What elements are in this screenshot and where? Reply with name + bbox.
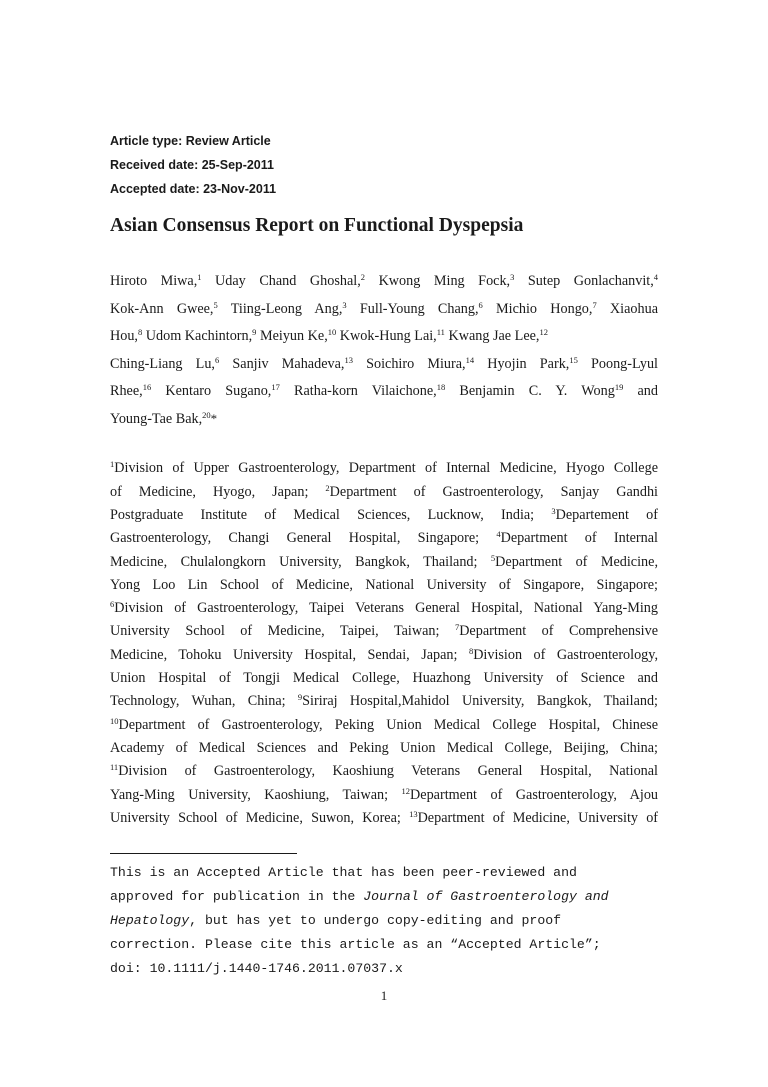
affiliation-line: Technology, Wuhan, China; $^9$Siriraj Hospital,Mahidol University, Bangkok, Thailand;: [110, 692, 658, 709]
received-date: Received date: 25-Sep-2011: [110, 158, 274, 172]
journal-name: Hepatology: [110, 913, 190, 928]
affiliation-line: Yang-Ming University, Kaoshiung, Taiwan; $^{12}$Department of Gastroenterology, Ajou: [110, 786, 659, 803]
affiliation-line: of Medicine, Hyogo, Japan; $^2$Department of Gastroenterology, Sanjay Gandhi: [110, 483, 658, 500]
affiliation-line: Union Hospital of Tongji Medical College, Huazhong University of Science and: [110, 670, 658, 686]
author-line-2: Kok-Ann Gwee,$^5$ Tiing-Leong Ang,$^3$ Full-Young Chang,$^6$ Michio Hongo,$^7$ Xiaohua: [110, 300, 658, 317]
accepted-date: Accepted date: 23-Nov-2011: [110, 182, 277, 196]
page-number: 1: [380, 988, 388, 1003]
article-title: Asian Consensus Report on Functional Dyspepsia: [110, 215, 524, 236]
journal-name: Journal of Gastroenterology and: [363, 889, 609, 904]
affiliation-line: Medicine, Tohoku University Hospital, Sendai, Japan; $^8$Division of Gastroenterology,: [110, 646, 658, 663]
footnote-line: correction. Please cite this article as an “Accepted Article”;: [110, 937, 601, 952]
article-type: Article type: Review Article: [110, 134, 271, 148]
corresponding-author-mark: *: [210, 411, 218, 426]
author-line-6: Young-Tae Bak,$^{20}$*: [110, 410, 218, 427]
affiliation-line: University School of Medicine, Taipei, Taiwan; $^7$Department of Comprehensive: [110, 622, 658, 639]
footnote-line: approved for publication in the Journal of Gastroenterology and: [110, 889, 609, 904]
author-line-5: Rhee,$^{16}$ Kentaro Sugano,$^{17}$ Ratha-korn Vilaichone,$^{18}$ Benjamin C. Y. Wong$^{19}$ and: [110, 382, 658, 399]
affiliation-line: University School of Medicine, Suwon, Korea; $^{13}$Department of Medicine, University of: [110, 809, 659, 826]
affiliation-line: Postgraduate Institute of Medical Sciences, Lucknow, India; $^3$Departement of: [110, 506, 658, 523]
author-line-1: Hiroto Miwa,$^1$ Uday Chand Ghoshal,$^2$ Kwong Ming Fock,$^3$ Sutep Gonlachanvit,$^4$: [110, 272, 659, 289]
footnote-divider: [110, 853, 297, 854]
author-line-4: Ching-Liang Lu,$^6$ Sanjiv Mahadeva,$^{13}$ Soichiro Miura,$^{14}$ Hyojin Park,$^{15}$ Poong-Lyul: [110, 355, 659, 372]
affiliation-line: Yong Loo Lin School of Medicine, National University of Singapore, Singapore;: [110, 577, 658, 593]
affiliation-line: $^{11}$Division of Gastroenterology, Kaoshiung Veterans General Hospital, National: [110, 762, 658, 779]
affiliation-line: $^{10}$Department of Gastroenterology, Peking Union Medical College Hospital, Chinese: [110, 716, 658, 733]
footnote-doi: doi: 10.1111/j.1440-1746.2011.07037.x: [110, 961, 403, 976]
affiliation-line: $^6$Division of Gastroenterology, Taipei Veterans General Hospital, National Yang-Ming: [110, 599, 658, 616]
footnote-line: Hepatology, but has yet to undergo copy-editing and proof: [110, 913, 562, 928]
affiliation-line: $^1$Division of Upper Gastroenterology, Department of Internal Medicine, Hyogo College: [110, 459, 658, 476]
affiliation-line: Gastroenterology, Changi General Hospital, Singapore; $^4$Department of Internal: [110, 529, 658, 546]
affiliation-line: Academy of Medical Sciences and Peking Union Medical College, Beijing, China;: [110, 740, 658, 756]
affiliation-line: Medicine, Chulalongkorn University, Bangkok, Thailand; $^5$Department of Medicine,: [110, 553, 658, 570]
footnote-line: This is an Accepted Article that has been peer-reviewed and: [110, 865, 577, 880]
author-line-3: Hou,$^8$ Udom Kachintorn,$^9$ Meiyun Ke,$^{10}$ Kwok-Hung Lai,$^{11}$ Kwang Jae Lee,$^{12}$: [110, 327, 548, 344]
